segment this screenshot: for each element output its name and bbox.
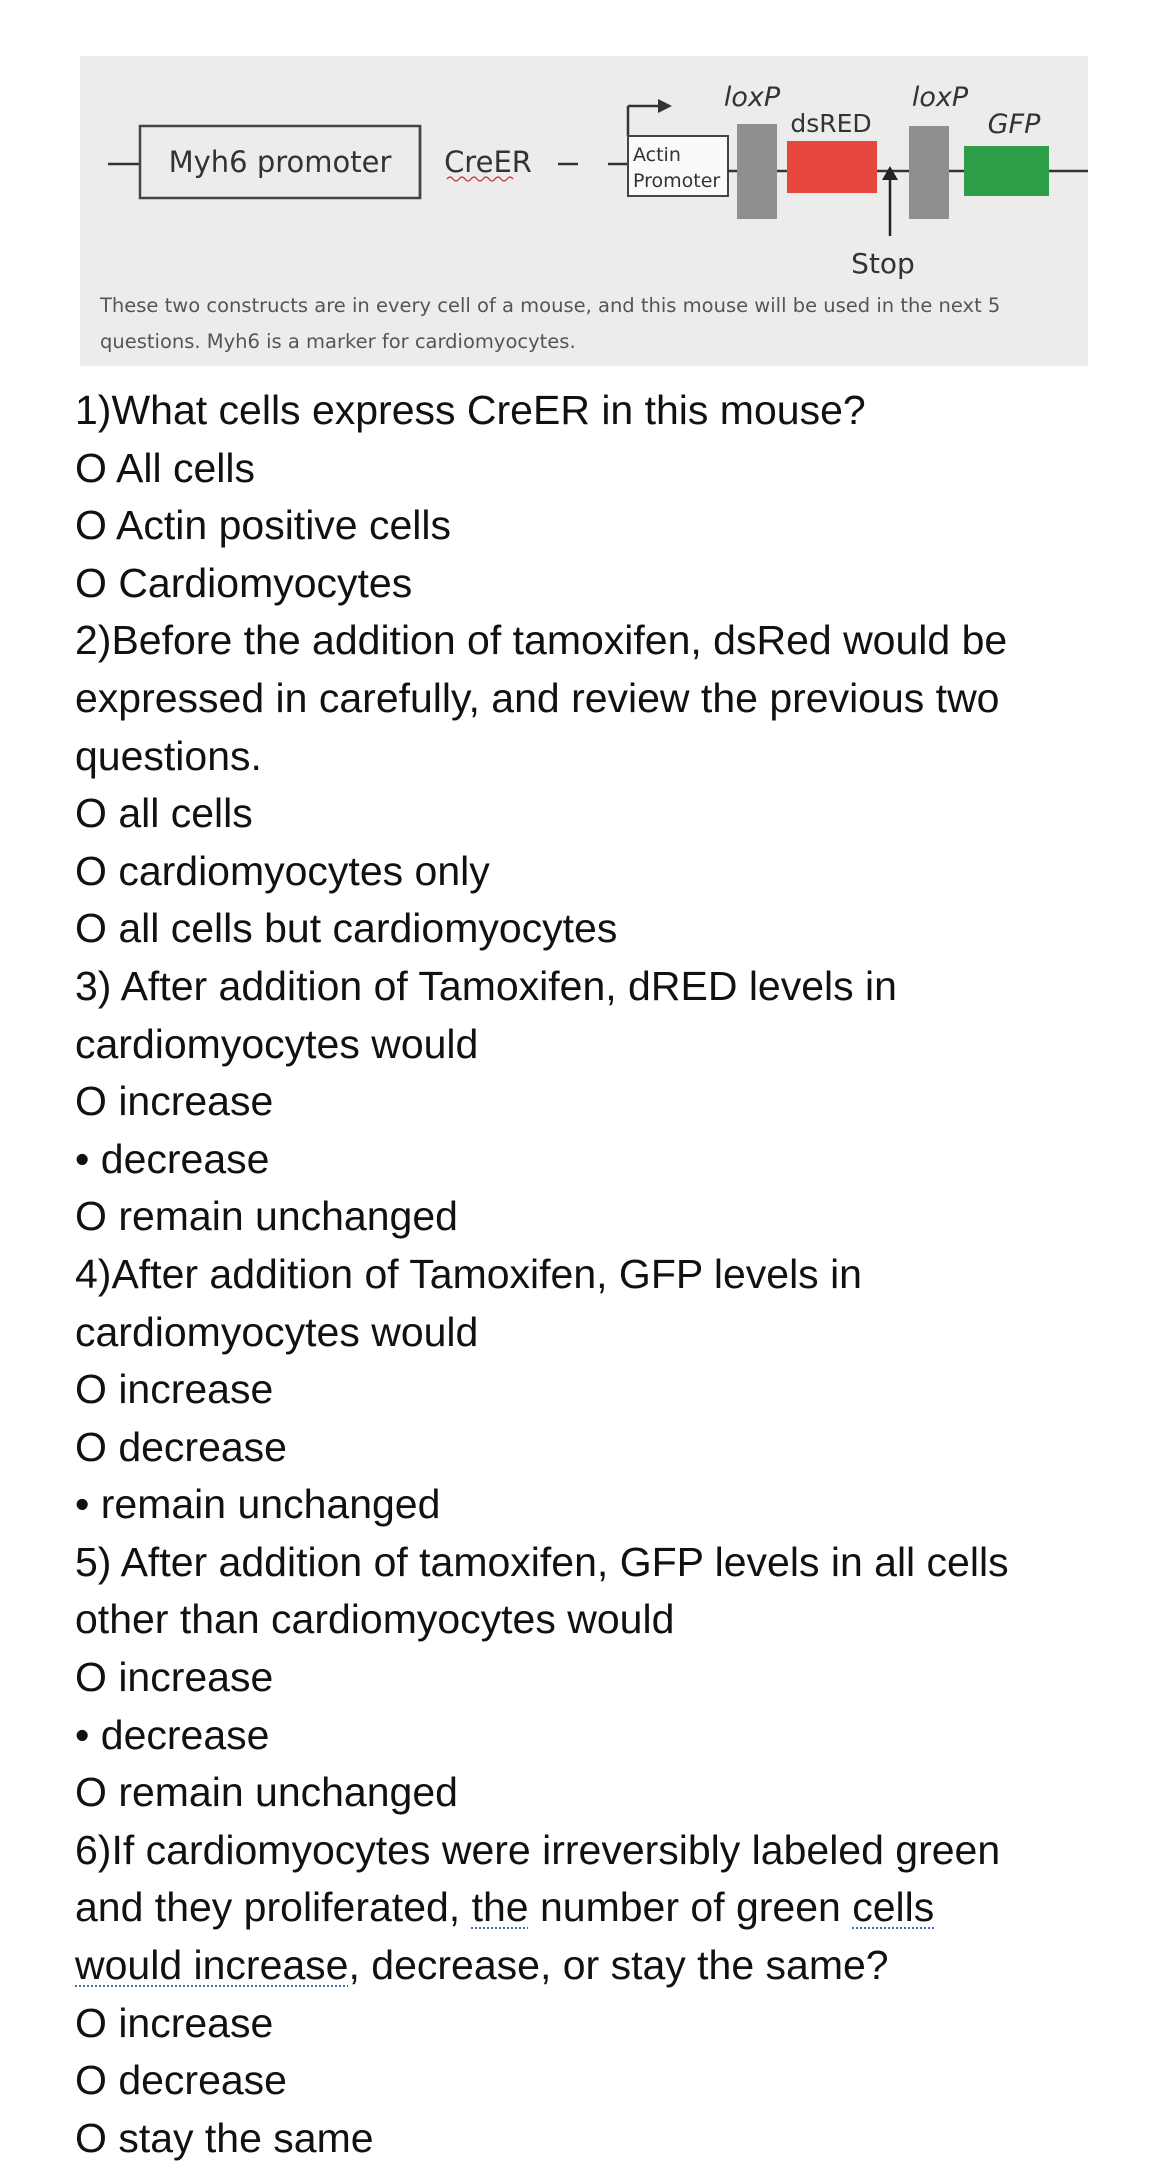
actin-label-line1: Actin — [633, 144, 681, 166]
option-marker: O — [75, 1999, 107, 2046]
q6-underlined-cells: cells — [852, 1884, 935, 1931]
option-marker: O — [75, 1078, 107, 1125]
question-3-prompt-line-1: 3) After addition of Tamoxifen, dRED levels in — [75, 962, 897, 1009]
loxp-site-1 — [737, 124, 777, 219]
option-text: increase — [118, 1078, 274, 1125]
q6-text-part: number of green — [528, 1884, 853, 1931]
stop-arrow-head — [882, 166, 898, 180]
option-text: cardiomyocytes only — [118, 847, 490, 894]
caption-line-2: questions. Myh6 is a marker for cardiomyocytes. — [100, 330, 576, 353]
q6-text-part: , decrease, or stay the same? — [348, 1942, 889, 1989]
dsred-label: dsRED — [790, 109, 872, 138]
question-3-option-2[interactable] — [75, 1131, 1105, 1189]
question-6-option-3[interactable] — [75, 2110, 1105, 2168]
option-text: increase — [118, 1999, 274, 2046]
question-list — [75, 382, 1105, 2167]
option-marker: O — [75, 1366, 107, 1413]
option-text: decrease — [100, 1711, 270, 1758]
option-text: stay the same — [118, 2114, 374, 2161]
question-1-prompt: 1)What cells express CreER in this mouse? — [75, 387, 866, 433]
construct-diagram — [80, 56, 1088, 366]
construct-diagram-svg — [80, 56, 1088, 286]
question-6-option-1[interactable] — [75, 1995, 1105, 2053]
question-4-prompt-line-2: cardiomyocytes would — [75, 1308, 479, 1355]
question-2-option-1[interactable] — [75, 785, 1105, 843]
q6-underlined-the: the — [471, 1884, 529, 1931]
option-text: Actin positive cells — [116, 502, 452, 549]
option-marker: • — [75, 1711, 90, 1758]
option-marker: O — [75, 1423, 107, 1470]
option-text: All cells — [116, 444, 256, 491]
question-3-option-3[interactable] — [75, 1188, 1105, 1246]
question-3-prompt-line-2: cardiomyocytes would — [75, 1020, 479, 1067]
option-marker: O — [75, 1769, 107, 1816]
actin-arrow-head — [658, 99, 672, 113]
q6-text-part: and they proliferated, — [75, 1884, 472, 1931]
option-text: increase — [118, 1366, 274, 1413]
question-5-prompt-line-2: other than cardiomyocytes would — [75, 1596, 675, 1643]
question-6-option-2[interactable] — [75, 2052, 1105, 2110]
question-6-prompt-line-3 — [75, 1937, 1105, 1995]
creer-label: CreER — [444, 145, 532, 179]
option-text: Cardiomyocytes — [118, 559, 413, 606]
question-6-prompt-line-1: 6)If cardiomyocytes were irreversibly labeled green — [75, 1826, 1001, 1873]
option-text: remain unchanged — [118, 1769, 458, 1816]
question-5-option-1[interactable] — [75, 1649, 1105, 1707]
option-marker: O — [75, 1193, 107, 1240]
gfp-label: GFP — [987, 109, 1041, 140]
loxp-label-1: loxP — [723, 82, 781, 113]
option-text: decrease — [118, 2057, 287, 2104]
question-3-option-1[interactable] — [75, 1073, 1105, 1131]
option-marker: O — [75, 847, 107, 894]
question-5-option-2[interactable] — [75, 1707, 1105, 1765]
option-marker: O — [75, 2114, 107, 2161]
caption-line-1: These two constructs are in every cell of a mouse, and this mouse will be used in the next 5 — [100, 294, 1001, 317]
question-4-option-3[interactable] — [75, 1476, 1105, 1534]
question-5-option-3[interactable] — [75, 1764, 1105, 1822]
option-marker: O — [75, 790, 107, 837]
question-4-prompt-line-1: 4)After addition of Tamoxifen, GFP levels in — [75, 1250, 862, 1297]
question-4-option-2[interactable] — [75, 1419, 1105, 1477]
option-text: increase — [118, 1654, 274, 1701]
q6-underlined-would-increase: would increase — [75, 1942, 349, 1989]
option-marker: • — [75, 1481, 90, 1528]
option-text: decrease — [100, 1135, 270, 1182]
question-2-option-3[interactable] — [75, 900, 1105, 958]
option-marker: O — [75, 2057, 107, 2104]
option-marker: O — [75, 559, 107, 606]
question-1-option-1[interactable] — [75, 440, 1105, 498]
option-marker: O — [75, 444, 107, 491]
question-4-option-1[interactable] — [75, 1361, 1105, 1419]
option-text: all cells but cardiomyocytes — [118, 905, 618, 952]
question-6-prompt-line-2 — [75, 1879, 1105, 1937]
question-1-option-2[interactable] — [75, 497, 1105, 555]
option-text: remain unchanged — [100, 1481, 441, 1528]
loxp-site-2 — [909, 126, 949, 219]
option-text: decrease — [118, 1423, 287, 1470]
figure-caption — [100, 288, 1068, 360]
loxp-label-2: loxP — [911, 82, 969, 113]
question-2-prompt-line-1: 2)Before the addition of tamoxifen, dsRed would be — [75, 617, 1008, 664]
question-1-option-3[interactable] — [75, 555, 1105, 613]
dsred-gene — [787, 141, 877, 193]
option-text: remain unchanged — [118, 1193, 458, 1240]
option-marker: O — [75, 1654, 107, 1701]
option-text: all cells — [118, 790, 253, 837]
option-marker: • — [75, 1135, 90, 1182]
question-2-prompt-line-3: questions. — [75, 732, 262, 779]
myh6-promoter-label: Myh6 promoter — [168, 145, 392, 179]
actin-label-line2: Promoter — [633, 170, 721, 192]
stop-label: Stop — [851, 247, 915, 280]
option-marker: O — [75, 905, 107, 952]
question-5-prompt-line-1: 5) After addition of tamoxifen, GFP levels in all cells — [75, 1538, 1009, 1585]
option-marker: O — [75, 502, 107, 549]
question-2-prompt-line-2: expressed in carefully, and review the previous two — [75, 674, 1000, 721]
gfp-gene — [964, 146, 1049, 196]
question-2-option-2[interactable] — [75, 843, 1105, 901]
